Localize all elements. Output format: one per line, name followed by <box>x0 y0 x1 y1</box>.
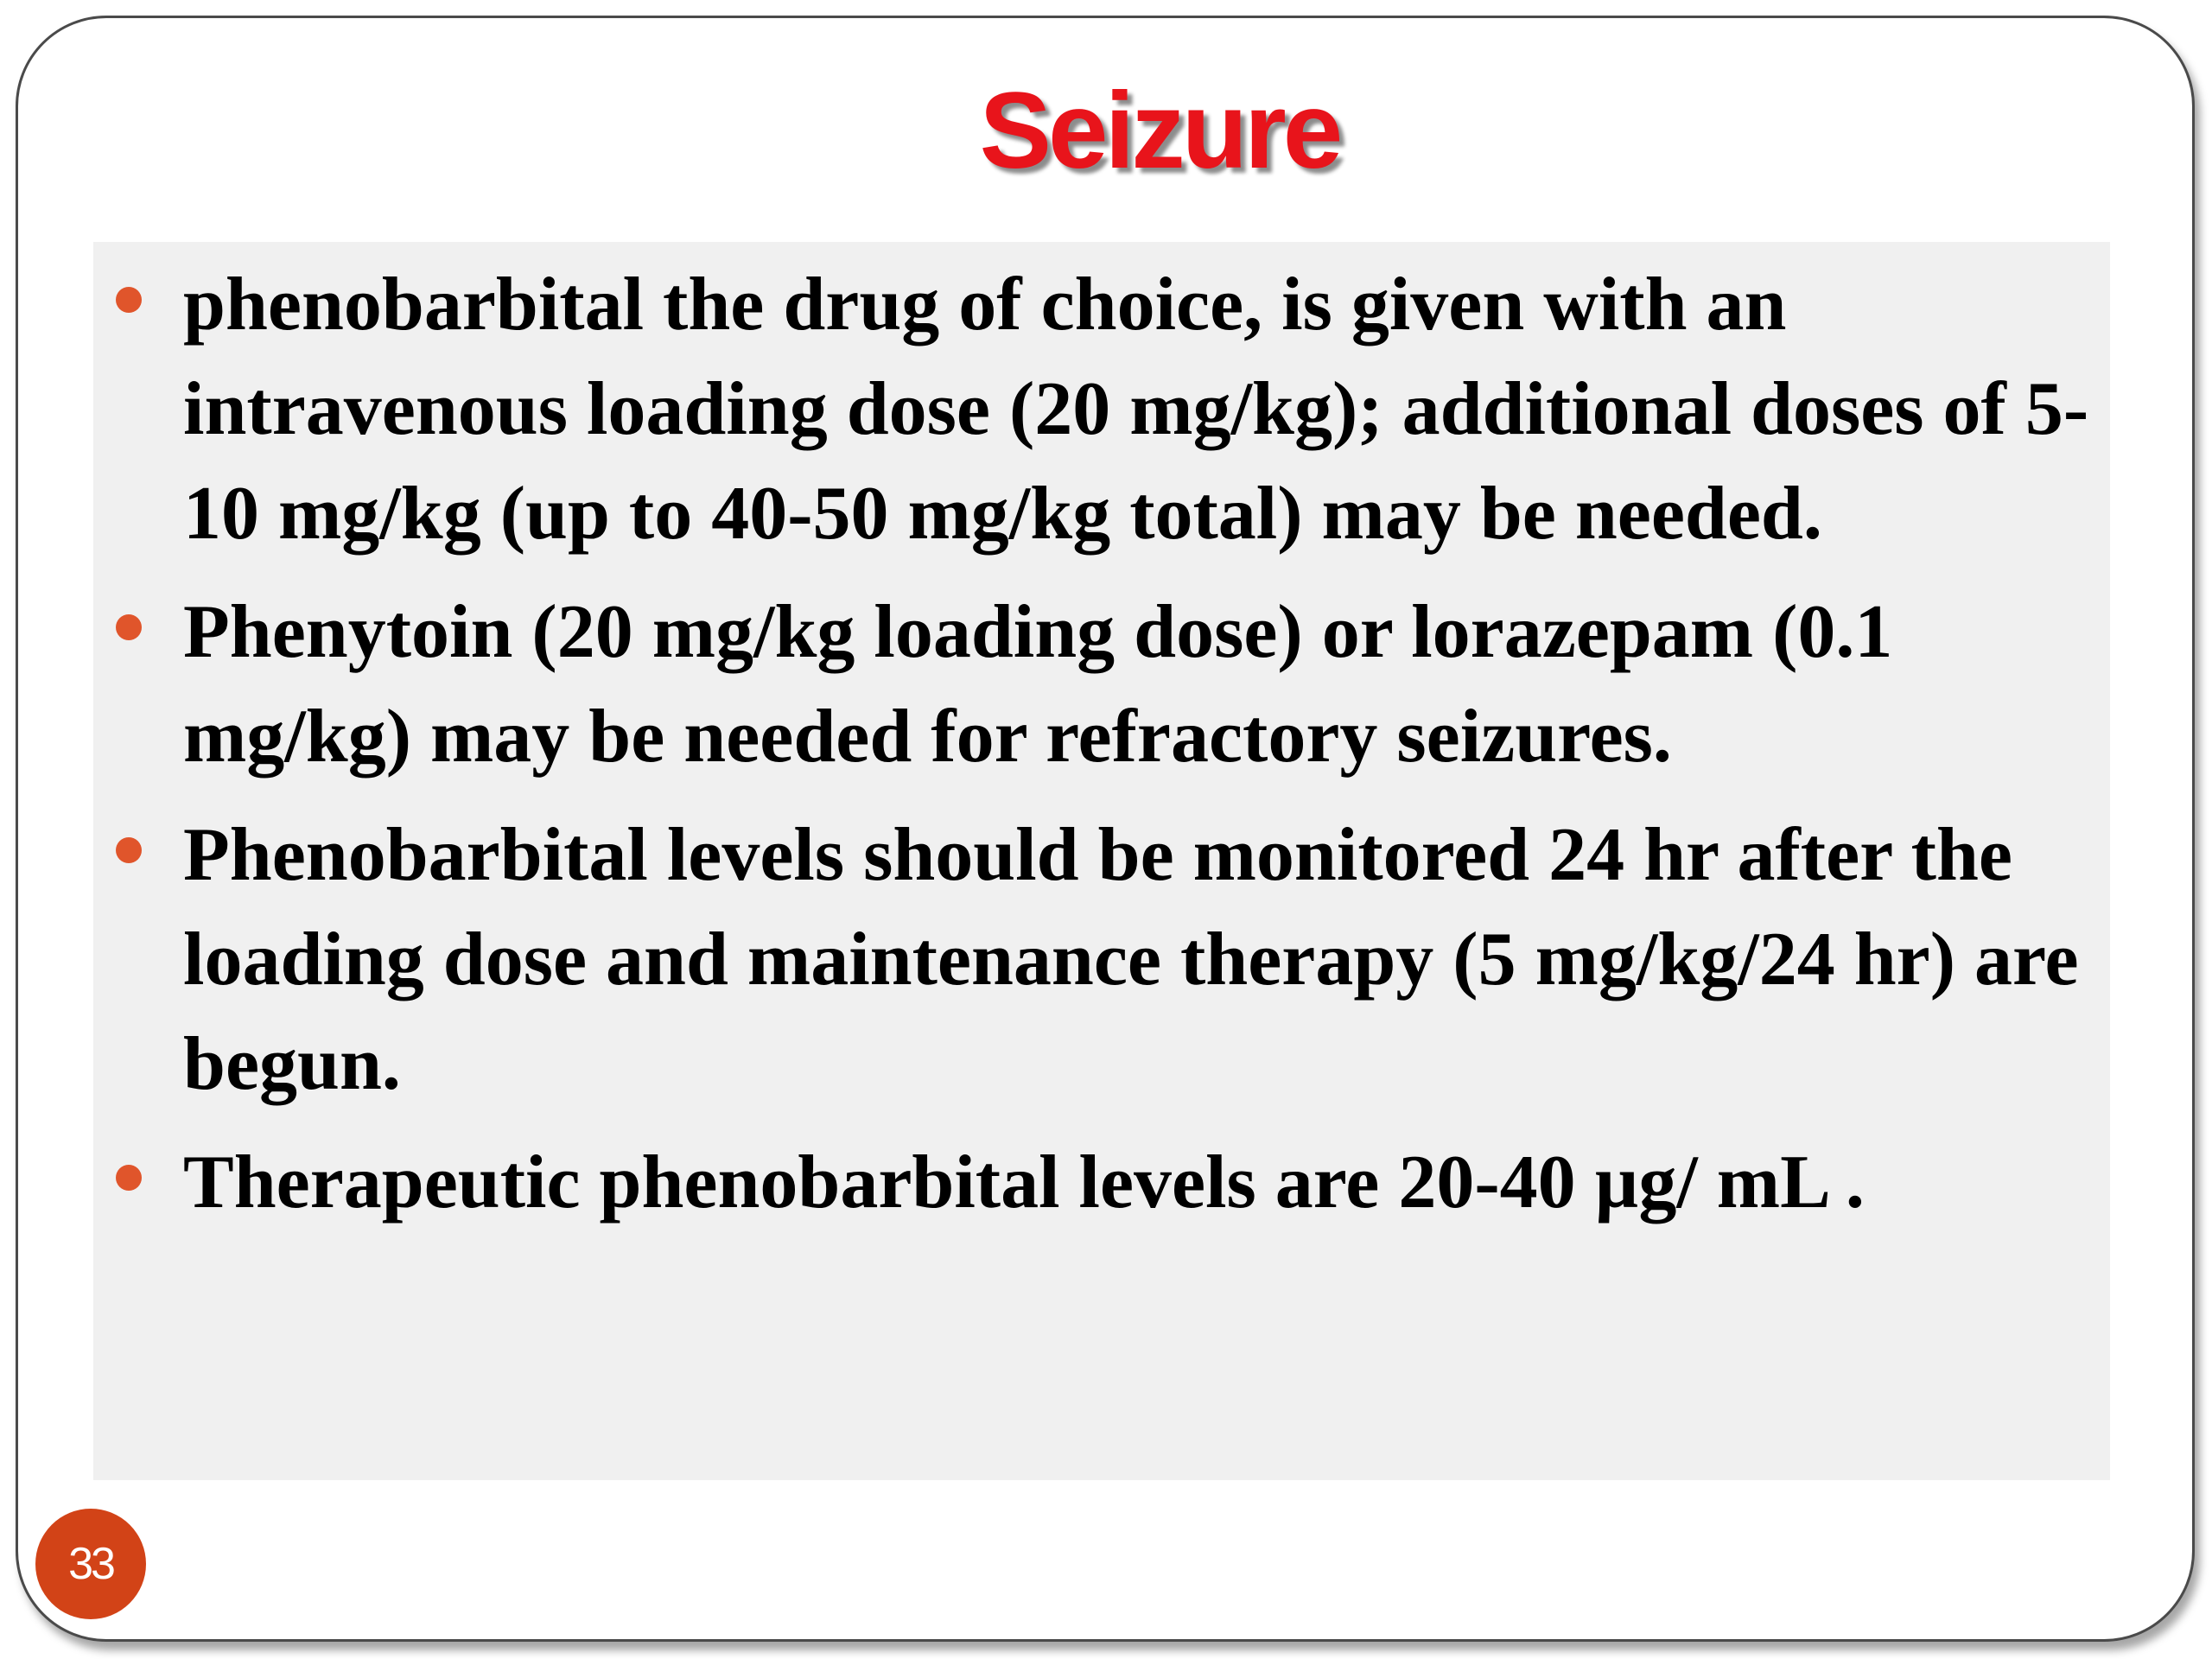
slide-title: Seizure <box>979 71 1340 191</box>
slide-number-badge: 33 <box>35 1509 146 1619</box>
bullet-dot-icon <box>116 614 142 640</box>
bullet-dot-icon <box>116 837 142 863</box>
bullet-dot-icon <box>116 1165 142 1191</box>
bullet-item <box>183 252 2119 566</box>
bullet-text: Phenobarbital levels should be monitored 24 hr after the loading dose and maintenance therapy (5 mg/kg/24 hr) are begun. <box>183 813 2079 1106</box>
bullet-list <box>183 252 2119 1249</box>
bullet-text: phenobarbital the drug of choice, is given with an intravenous loading dose (20 mg/kg); additional doses of 5-10 mg/kg (up to 40-50 mg/kg total) may be needed. <box>183 263 2089 556</box>
bullet-text: Therapeutic phenobarbital levels are 20-40 µg/ mL . <box>183 1141 1865 1224</box>
bullet-dot-icon <box>116 287 142 313</box>
bullet-text: Phenytoin (20 mg/kg loading dose) or lorazepam (0.1 mg/kg) may be needed for refractory seizures. <box>183 590 1893 779</box>
bullet-item <box>183 1130 2119 1235</box>
bullet-item <box>183 803 2119 1116</box>
bullet-item <box>183 580 2119 789</box>
